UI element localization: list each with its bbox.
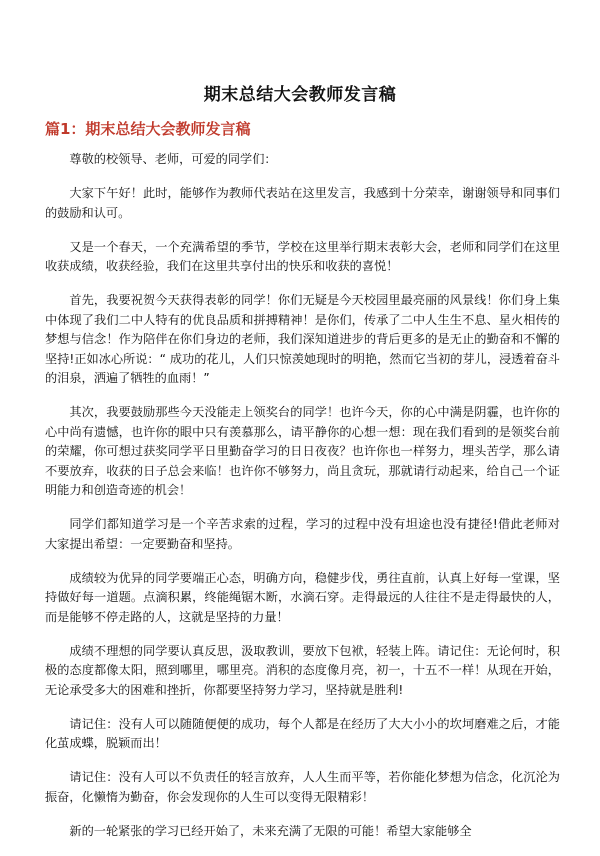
paragraph-salutation: 尊敬的校领导、老师，可爱的同学们： [69, 152, 277, 166]
paragraph: 新的一轮紧张的学习已经开始了，未来充满了无限的可能！希望大家能够全 [69, 823, 472, 838]
paragraph: 成绩较为优异的同学要端正心态，明确方向，稳健步伐，勇往直前，认真上好每一堂课，坚持做好每一道题。点滴积累，终能绳锯木断，水滴石穿。走得最远的人往往不是走得最快的人，而是能够不停走路的人，这就是坚持的力量！ [45, 570, 560, 624]
paragraph: 请记住：没有人可以不负责任的轻言放弃，人人生而平等，若你能化梦想为信念，化沉沦为振奋，化懒惰为勤奋，你会发现你的人生可以变得无限精彩！ [45, 770, 560, 804]
paragraph: 又是一个春天，一个充满希望的季节，学校在这里举行期末表彰大会，老师和同学们在这里收获成绩，收获经验，我们在这里共享付出的快乐和收获的喜悦！ [45, 239, 560, 273]
paragraph: 成绩不理想的同学要认真反思，汲取教训，要放下包袱，轻装上阵。请记住：无论何时，积极的态度都像太阳，照到哪里，哪里亮。消积的态度像月亮，初一，十五不一样！从现在开始，无论承受多大的困难和挫折，你都要坚持努力学习，坚持就是胜利! [45, 643, 560, 697]
document-body [45, 150, 560, 856]
paragraph: 大家下午好！此时，能够作为教师代表站在这里发言，我感到十分荣幸，谢谢领导和同事们的鼓励和认可。 [45, 186, 560, 220]
paragraph: 其次，我要鼓励那些今天没能走上领奖台的同学！也许今天，你的心中满是阴霾，也许你的心中尚有遗憾，也许你的眼中只有羡慕那么，请平静你的心想一想：现在我们看到的是领奖台前的荣耀，你可想过获奖同学平日里勤奋学习的日日夜夜？也许你也一样努力，埋头苦学，那么请不要放弃，收获的日子总会来临！也许你不够努力，尚且贪玩，那就请行动起来，给自己一个证明能力和创造奇迹的机会！ [45, 405, 560, 497]
paragraph: 请记住：没有人可以随随便便的成功，每个人都是在经历了大大小小的坎坷磨难之后，才能化茧成蝶，脱颖而出！ [45, 716, 560, 750]
paragraph: 首先，我要祝贺今天获得表彰的同学！你们无疑是今天校园里最亮丽的风景线！你们身上集中体现了我们二中人特有的优良品质和拼搏精神！是你们，传承了二中人生生不息、星火相传的梦想与信念！作为陪伴在你们身边的老师，我们深知道进步的背后更多的是无止的勤奋和不懈的坚持!正如冰心所说：“ 成功的花儿，人们只惊羡她现时的明艳，然而它当初的芽儿，浸透着奋斗的泪泉，洒遍了牺牲的血雨！” [45, 293, 560, 385]
section-title: 篇1：期末总结大会教师发言稿 [45, 120, 251, 138]
paragraph: 同学们都知道学习是一个辛苦求索的过程，学习的过程中没有坦途也没有捷径!借此老师对大家提出希望：一定要勤奋和坚持。 [45, 517, 560, 551]
document-title: 期末总结大会教师发言稿 [203, 85, 397, 105]
